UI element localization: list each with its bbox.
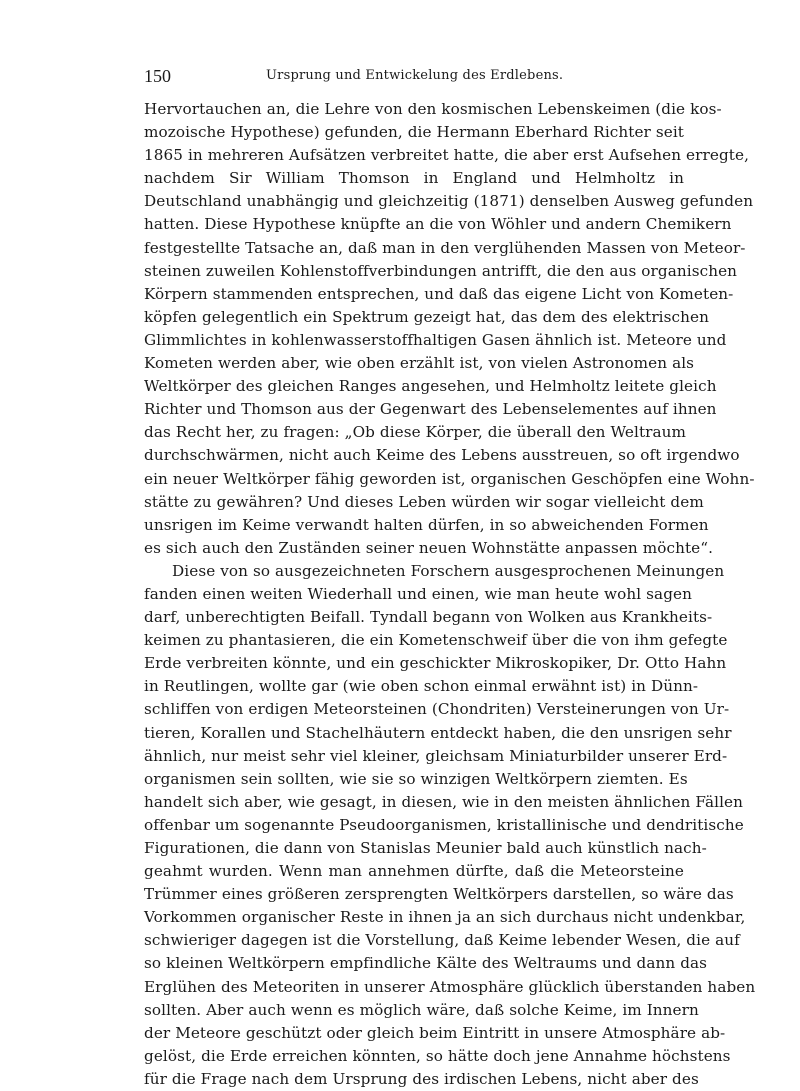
text-line: Glimmlichtes in kohlenwasserstoffhaltigen Gasen ähnlich ist. Meteore und — [144, 330, 727, 349]
text-line: mozoische Hypothese) gefunden, die Hermann Eberhard Richter seit — [144, 123, 684, 142]
text-line: offenbar um sogenannte Pseudoorganismen, kristallinische und dendritische — [144, 815, 744, 834]
text-line: für die Frage nach dem Ursprung des irdischen Lebens, nicht aber des — [144, 1069, 699, 1088]
text-line: handelt sich aber, wie gesagt, in diesen, wie in den meisten ähnlichen Fällen — [144, 792, 744, 811]
text-line: unsrigen im Keime verwandt halten dürfen, in so abweichenden Formen — [144, 515, 709, 534]
paragraph-end-line: es sich auch den Zuständen seiner neuen Wohnstätte anpassen möchte“. — [144, 538, 714, 557]
text-line: organismen sein sollten, wie sie so winzigen Weltkörpern ziemten. Es — [144, 769, 688, 788]
text-line: Kometen werden aber, wie oben erzählt ist, von vielen Astronomen als — [144, 354, 695, 373]
text-line: stätte zu gewähren? Und dieses Leben würden wir sogar vielleicht dem — [144, 492, 704, 511]
text-line: gelöst, die Erde erreichen könnten, so hätte doch jene Annahme höchstens — [144, 1046, 731, 1065]
text-line: darf, unberechtigten Beifall. Tyndall begann von Wolken aus Krankheits- — [144, 608, 713, 627]
text-line: festgestellte Tatsache an, daß man in den verglühenden Massen von Meteor- — [144, 238, 746, 257]
text-line: sollten. Aber auch wenn es möglich wäre, daß solche Keime, im Innern — [144, 1000, 699, 1019]
text-line: Erglühen des Meteoriten in unserer Atmosphäre glücklich überstanden haben — [144, 977, 756, 996]
running-title: Ursprung und Entwickelung des Erdlebens. — [266, 68, 564, 83]
text-line: schliffen von erdigen Meteorsteinen (Chondriten) Versteinerungen von Ur- — [144, 700, 730, 719]
text-line: Deutschland unabhängig und gleichzeitig (1871) denselben Ausweg gefunden — [144, 192, 754, 211]
text-line: steinen zuweilen Kohlenstoffverbindungen antrifft, die den aus organischen — [144, 261, 738, 280]
text-line: Figurationen, die dann von Stanislas Meunier bald auch künstlich nach- — [144, 839, 707, 857]
text-line: ähnlich, nur meist sehr viel kleiner, gleichsam Miniaturbilder unserer Erd- — [144, 746, 728, 765]
text-line: Erde verbreiten könnte, und ein geschickter Mikroskopiker, Dr. Otto Hahn — [144, 654, 727, 673]
text-line: 1865 in mehreren Aufsätzen verbreitet hatte, die aber erst Aufsehen erregte, — [144, 146, 749, 165]
paragraph-start-line: Diese von so ausgezeichneten Forschern ausgesprochenen Meinungen — [172, 561, 725, 580]
text-line: der Meteore geschützt oder gleich beim Eintritt in unsere Atmosphäre ab- — [144, 1023, 726, 1042]
text-line: köpfen gelegentlich ein Spektrum gezeigt hat, das dem des elektrischen — [144, 307, 709, 326]
text-line: Vorkommen organischer Reste in ihnen ja an sich durchaus nicht undenkbar, — [144, 908, 746, 927]
text-line: hatten. Diese Hypothese knüpfte an die von Wöhler und andern Chemikern — [144, 215, 732, 234]
text-line: schwieriger dagegen ist die Vorstellung, daß Keime lebender Wesen, die auf — [144, 931, 740, 950]
text-line: in Reutlingen, wollte gar (wie oben schon einmal erwähnt ist) in Dünn- — [144, 677, 699, 696]
text-line: ein neuer Weltkörper fähig geworden ist, organischen Geschöpfen eine Wohn- — [144, 469, 755, 488]
text-line: fanden einen weiten Wiederhall und einen, wie man heute wohl sagen — [144, 584, 693, 603]
body-text — [144, 98, 756, 1091]
page-number: 150 — [144, 66, 171, 86]
text-line: nachdem Sir William Thomson in England und Helmholtz in — [144, 169, 684, 188]
text-line: Weltkörper des gleichen Ranges angesehen, und Helmholtz leitete gleich — [144, 377, 717, 396]
text-line: geahmt wurden. Wenn man annehmen dürfte, daß die Meteorsteine — [144, 862, 684, 881]
text-line: tieren, Korallen und Stachelhäutern entdeckt haben, die den unsrigen sehr — [144, 723, 732, 742]
text-line: Richter und Thomson aus der Gegenwart des Lebenselementes auf ihnen — [144, 400, 717, 419]
text-line: so kleinen Weltkörpern empfindliche Kälte des Weltraums und dann das — [144, 954, 708, 973]
text-line: Hervortauchen an, die Lehre von den kosmischen Lebenskeimen (die kos- — [144, 100, 722, 118]
text-line: Körpern stammenden entsprechen, und daß das eigene Licht von Kometen- — [144, 284, 734, 303]
text-line: das Recht her, zu fragen: „Ob diese Körper, die überall den Weltraum — [144, 423, 687, 442]
text-line: Trümmer eines größeren zersprengten Weltkörpers darstellen, so wäre das — [144, 885, 734, 904]
page-header — [144, 66, 684, 90]
text-line: durchschwärmen, nicht auch Keime des Lebens ausstreuen, so oft irgendwo — [144, 446, 740, 465]
text-line: keimen zu phantasieren, die ein Kometenschweif über die von ihm gefegte — [144, 631, 728, 650]
